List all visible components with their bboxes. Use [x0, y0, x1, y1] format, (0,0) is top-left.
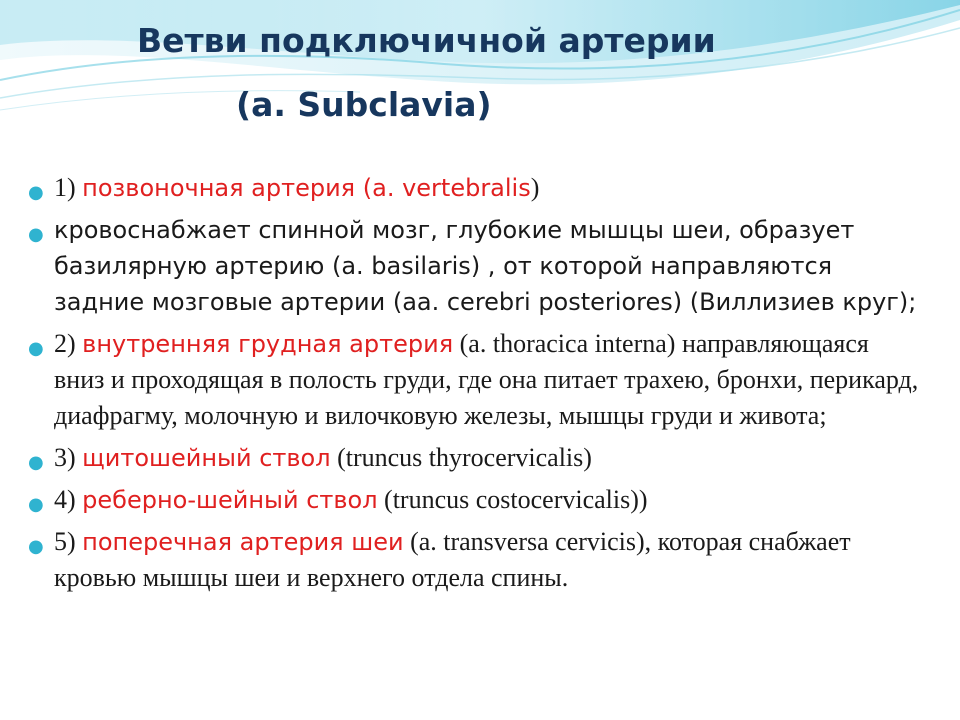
item-text: (a. thoracica interna) направляющаяся вниз и проходящая в полость груди, где она питает трахею, бронхи, перикард, диафрагму, молочную и вилочковую железы, мышцы груди и живота; — [54, 329, 919, 430]
bullet-dot-icon: ● — [28, 452, 44, 473]
bullet-dot-icon: ● — [28, 224, 44, 245]
item-text: (truncus thyrocervicalis) — [330, 443, 592, 472]
list-item — [24, 170, 924, 206]
bullet-list — [24, 170, 924, 602]
list-item — [24, 326, 924, 434]
item-prefix: 3) — [54, 443, 83, 472]
item-text: кровоснабжает спинной мозг, глубокие мышцы шеи, образует базилярную артерию (a. basilaris) , от которой направляются задние мозговые артерии (aa. cerebri posteriores) (Виллизиев круг); — [54, 216, 917, 316]
bullet-dot-icon: ● — [28, 494, 44, 515]
item-prefix: 2) — [54, 329, 83, 358]
bullet-dot-icon: ● — [28, 338, 44, 359]
item-text: (truncus costocervicalis)) — [377, 485, 648, 514]
item-highlight: внутренняя грудная артерия — [82, 330, 454, 358]
bullet-dot-icon: ● — [28, 182, 44, 203]
list-item — [24, 440, 924, 476]
item-prefix: 4) — [54, 485, 83, 514]
item-highlight: реберно-шейный ствол — [82, 486, 378, 514]
item-text: (a. transversa cervicis), которая снабжает кровью мышцы шеи и верхнего отдела спины. — [54, 527, 851, 592]
slide-title-line1: Ветви подключичной артерии — [137, 21, 716, 60]
slide-title-line2: (a. Subclavia) — [236, 85, 492, 124]
list-item — [24, 482, 924, 518]
list-item — [24, 524, 924, 596]
item-highlight: щитошейный ствол — [82, 444, 331, 472]
list-item — [24, 212, 924, 320]
item-highlight: поперечная артерия шеи — [82, 528, 404, 556]
item-prefix: 1) — [54, 173, 83, 202]
item-prefix: 5) — [54, 527, 83, 556]
item-text: ) — [530, 173, 540, 202]
bullet-dot-icon: ● — [28, 536, 44, 557]
item-highlight: позвоночная артерия (a. vertebralis — [82, 174, 531, 202]
